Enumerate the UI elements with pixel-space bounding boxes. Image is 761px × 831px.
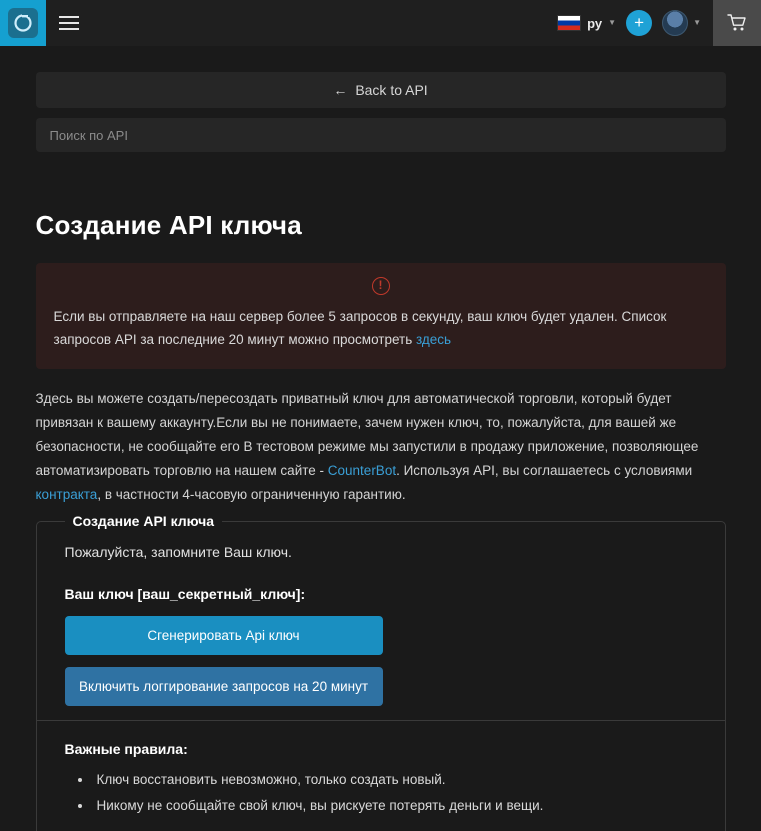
- chevron-down-icon: ▼: [608, 18, 617, 27]
- alert-here-link[interactable]: здесь: [416, 332, 452, 347]
- cart-button[interactable]: [713, 0, 761, 46]
- search-input[interactable]: [48, 127, 714, 144]
- topbar-spacer: [92, 0, 557, 46]
- back-to-api-button[interactable]: [36, 72, 726, 108]
- avatar: [662, 10, 688, 36]
- list-item: • Никому не сообщайте свой ключ, вы рискуете потерять деньги и вещи.: [93, 793, 697, 819]
- enable-request-logging-button[interactable]: Включить логгирование запросов на 20 минут: [65, 667, 383, 706]
- add-balance-button[interactable]: +: [626, 10, 652, 36]
- alert-text-body: Если вы отправляете на наш сервер более 5 запросов в секунду, ваш ключ будет удален. Список запросов API за последние 20 минут можно просмотреть: [53, 309, 667, 347]
- api-key-panel: [36, 513, 726, 831]
- burger-line: [59, 16, 79, 18]
- app-logo-icon: [8, 8, 38, 38]
- intro-part-2: . Используя API, вы соглашаетесь с условиями: [396, 463, 693, 478]
- chevron-down-icon: ▼: [693, 18, 701, 27]
- rate-limit-alert: [36, 263, 726, 369]
- intro-part-1: Здесь вы можете создать/пересоздать приватный ключ для автоматической торговли, который будет привязан к вашему аккаунту.Если вы не понимаете, зачем нужен ключ, то, пожалуйста, для вашей же безопасности, не сообщайте его В тестовом режиме мы запустили в продажу приложение, позволяющее автоматизировать торговлю на нашем сайте -: [35, 391, 699, 478]
- page-body: [0, 46, 761, 831]
- arrow-left-icon: ←: [333, 82, 348, 98]
- cart-icon: [727, 14, 747, 32]
- intro-paragraph: [36, 387, 726, 507]
- user-menu[interactable]: [662, 10, 701, 36]
- contract-link[interactable]: контракта: [35, 487, 98, 502]
- app-logo-button[interactable]: [0, 0, 46, 46]
- remember-key-note: Пожалуйста, запомните Ваш ключ.: [64, 544, 292, 560]
- russian-flag-icon: [557, 15, 581, 31]
- language-label: ру: [587, 15, 603, 31]
- burger-line: [59, 28, 79, 30]
- page-title: Создание API ключа: [35, 210, 302, 240]
- counterbot-link[interactable]: CounterBot: [327, 463, 397, 478]
- hamburger-menu-icon[interactable]: [46, 0, 92, 46]
- language-selector[interactable]: [557, 15, 616, 31]
- alert-text: [54, 305, 708, 351]
- panel-divider: [37, 720, 725, 721]
- api-search-bar[interactable]: [36, 118, 726, 152]
- generate-api-key-button[interactable]: Сгенерировать Api ключ: [65, 616, 383, 655]
- important-rules-title: Важные правила:: [64, 741, 188, 757]
- your-key-label: Ваш ключ [ваш_секретный_ключ]:: [64, 586, 306, 602]
- burger-line: [59, 22, 79, 24]
- back-to-api-label: Back to API: [355, 82, 428, 98]
- panel-content: [37, 522, 725, 831]
- intro-part-3: , в частности 4-часовую ограниченную гарантию.: [97, 487, 406, 502]
- important-rules-list: [65, 767, 697, 819]
- panel-title: Создание API ключа: [65, 513, 222, 529]
- top-navigation-bar: [0, 0, 761, 46]
- content-container: [36, 46, 726, 831]
- topbar-actions: [557, 0, 701, 46]
- list-item: • Ключ восстановить невозможно, только создать новый.: [93, 767, 697, 793]
- warning-icon: !: [372, 277, 390, 295]
